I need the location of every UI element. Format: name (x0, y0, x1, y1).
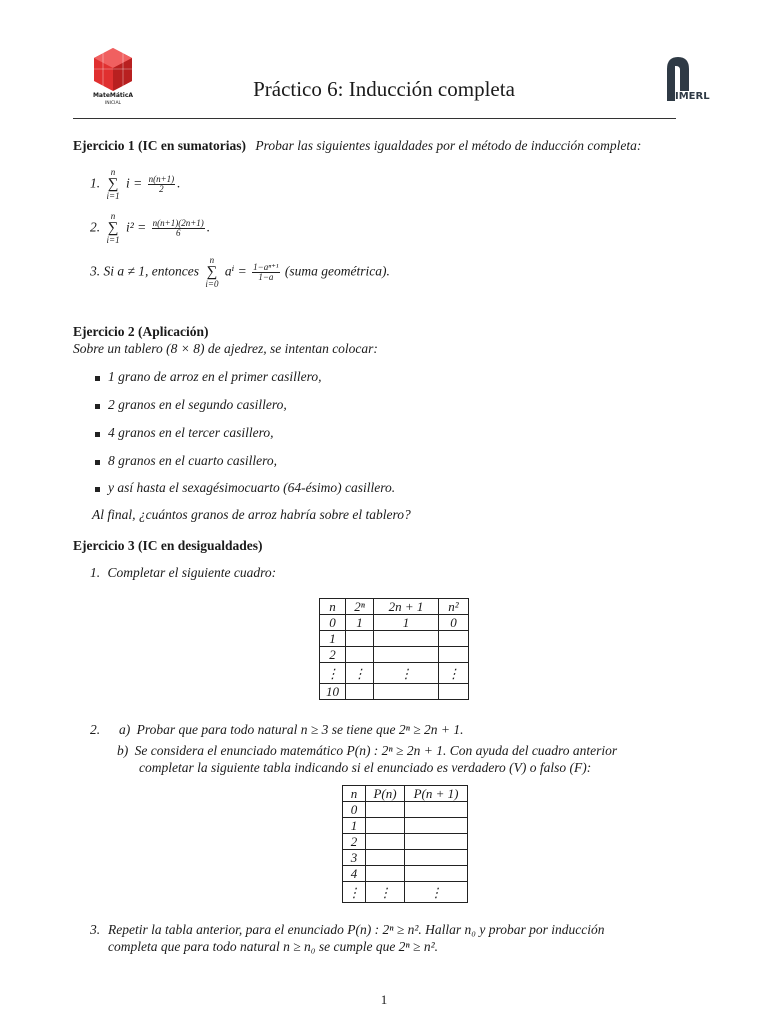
table-cell (366, 802, 405, 818)
table-cell: ⋮ (405, 882, 468, 903)
bullet-icon (95, 404, 100, 409)
sum-lower: i=1 (106, 235, 120, 245)
sum-upper: n (110, 211, 116, 221)
sub-item-label: a) (119, 722, 131, 737)
table-cell: 1 (320, 631, 346, 647)
sub-item-text: Se considera el enunciado matemático P(n) : 2ⁿ ≥ 2n + 1. Con ayuda del cuadro anterior (134, 743, 618, 758)
table-cell: 4 (343, 866, 366, 882)
sum-upper: n (110, 167, 116, 177)
table-header-row (320, 599, 469, 615)
exercise-2-intro: Sobre un tablero (8 × 8) de ajedrez, se intentan colocar: (73, 341, 378, 356)
bullet-icon (95, 460, 100, 465)
fraction (252, 263, 279, 283)
table-cell: ⋮ (320, 663, 346, 684)
page-number: 1 (380, 992, 388, 1007)
frac-num: n(n+1) (148, 173, 175, 184)
exercise-1-heading (73, 138, 641, 154)
table-cell: 0 (343, 802, 366, 818)
table-cell (405, 818, 468, 834)
sub-item-label: b) (117, 743, 129, 758)
table-row (343, 882, 468, 903)
item-tail: . (206, 219, 211, 235)
exercise-3-item-2b (117, 743, 617, 759)
table-header-cell: 2n + 1 (374, 599, 439, 615)
item-number: 2. (90, 219, 101, 235)
table-cell: 2 (320, 647, 346, 663)
list-item: 2 granos en el segundo casillero, (108, 397, 287, 412)
fraction (152, 219, 205, 239)
table-cell: 1 (374, 615, 439, 631)
item-body: i = (125, 175, 143, 191)
fraction (148, 175, 176, 195)
list-item: 8 granos en el cuarto casillero, (108, 453, 277, 468)
table-powers (319, 598, 469, 700)
table-cell (405, 834, 468, 850)
table-cell: 0 (439, 615, 469, 631)
item-number: 1. (90, 175, 101, 191)
header-divider (73, 118, 676, 119)
exercise-3-item-2b-cont: completar la siguiente tabla indicando si el enunciado es verdadero (V) o falso (F): (139, 760, 592, 775)
list-item: 4 granos en el tercer casillero, (108, 425, 274, 440)
exercise-1-item-3 (90, 256, 390, 289)
exercise-1-item-2 (90, 212, 210, 245)
exercise-1-title: Ejercicio 1 (IC en sumatorias) (73, 138, 246, 153)
summation: n ∑ i=0 (205, 255, 219, 289)
exercise-2-question: Al final, ¿cuántos granos de arroz habría sobre el tablero? (92, 507, 411, 522)
sum-lower: i=1 (106, 191, 120, 201)
list-item: y así hasta el sexagésimocuarto (64-ésimo) casillero. (108, 480, 396, 495)
table-header-cell: P(n) (366, 786, 405, 802)
table-cell: ⋮ (343, 882, 366, 903)
table-cell (439, 647, 469, 663)
exercise-3-item-1 (90, 565, 276, 581)
item-tail: . (177, 175, 181, 191)
exercise-3-item-3-line-1: Repetir la tabla anterior, para el enunciado P(n) : 2ⁿ ≥ n². Hallar n₀ y probar por inducción (108, 922, 605, 937)
table-cell: ⋮ (439, 663, 469, 684)
table-row (343, 834, 468, 850)
frac-den: 6 (175, 228, 181, 238)
table-cell (366, 866, 405, 882)
table-row (343, 818, 468, 834)
table-cell (405, 802, 468, 818)
imerl-logo (660, 55, 720, 105)
table-cell (346, 684, 374, 700)
table-cell (374, 631, 439, 647)
frac-den: 2 (159, 184, 164, 194)
table-row (343, 802, 468, 818)
frac-num: 1−aⁿ⁺¹ (253, 261, 279, 272)
table-cell (346, 631, 374, 647)
item-number: 1. (90, 565, 101, 580)
table-cell (405, 866, 468, 882)
table-row (343, 850, 468, 866)
list-item: 1 grano de arroz en el primer casillero, (108, 369, 322, 384)
table-cell (439, 631, 469, 647)
table-cell (346, 647, 374, 663)
table-cell: ⋮ (366, 882, 405, 903)
bullet-icon (95, 432, 100, 437)
table-header-row (343, 786, 468, 802)
page-title: Práctico 6: Inducción completa (253, 77, 515, 101)
table-cell (366, 850, 405, 866)
bullet-icon (95, 487, 100, 492)
table-header-cell: 2ⁿ (346, 599, 374, 615)
item-tail: (suma geométrica). (284, 263, 390, 279)
sub-item-text: Probar que para todo natural n ≥ 3 se tiene que 2ⁿ ≥ 2n + 1. (136, 722, 464, 737)
item-body: aⁱ = (224, 263, 247, 279)
table-cell (439, 684, 469, 700)
summation: n ∑ i=1 (106, 167, 120, 201)
table-row (320, 663, 469, 684)
table-row (320, 684, 469, 700)
table-cell (374, 684, 439, 700)
frac-den: 1−a (258, 272, 274, 282)
table-cell (366, 834, 405, 850)
table-cell: 2 (343, 834, 366, 850)
table-cell: ⋮ (374, 663, 439, 684)
table-cell: ⋮ (346, 663, 374, 684)
exercise-1-intro: Probar las siguientes igualdades por el método de inducción completa: (255, 138, 642, 153)
table-cell: 1 (343, 818, 366, 834)
logo-text: MateMáticA (92, 92, 134, 99)
item-number: 3. (90, 263, 101, 279)
table-header-cell: n² (439, 599, 469, 615)
table-header-cell: n (343, 786, 366, 802)
table-cell: 10 (320, 684, 346, 700)
table-row (320, 631, 469, 647)
bullet-icon (95, 376, 100, 381)
table-row (320, 615, 469, 631)
sum-upper: n (209, 255, 215, 265)
exercise-3-item-2-number: 2. (90, 722, 101, 737)
exercise-3-item-2a (119, 722, 464, 738)
table-cell (366, 818, 405, 834)
table-row (343, 866, 468, 882)
exercise-2-title: Ejercicio 2 (Aplicación) (73, 324, 209, 339)
logo-subtext: INICIAL (104, 101, 122, 106)
exercise-3-item-3-line-2: completa que para todo natural n ≥ n₀ se cumple que 2ⁿ ≥ n². (108, 939, 439, 954)
table-cell (405, 850, 468, 866)
table-cell: 3 (343, 850, 366, 866)
exercise-3-title: Ejercicio 3 (IC en desigualdades) (73, 538, 263, 553)
item-body: i² = (125, 219, 147, 235)
table-truth-values (342, 785, 468, 903)
table-cell (374, 647, 439, 663)
table-cell: 1 (346, 615, 374, 631)
sum-lower: i=0 (205, 279, 219, 289)
table-cell: 0 (320, 615, 346, 631)
summation: n ∑ i=1 (106, 211, 120, 245)
frac-num: n(n+1)(2n+1) (152, 217, 204, 228)
table-header-cell: n (320, 599, 346, 615)
item-pre: Si a ≠ 1, entonces (103, 263, 200, 279)
table-row (320, 647, 469, 663)
item-text: Completar el siguiente cuadro: (107, 565, 277, 580)
imerl-logo-text: IMERL (675, 91, 710, 102)
exercise-3-item-3-number: 3. (90, 922, 101, 937)
exercise-1-item-1 (90, 168, 181, 201)
table-header-cell: P(n + 1) (405, 786, 468, 802)
